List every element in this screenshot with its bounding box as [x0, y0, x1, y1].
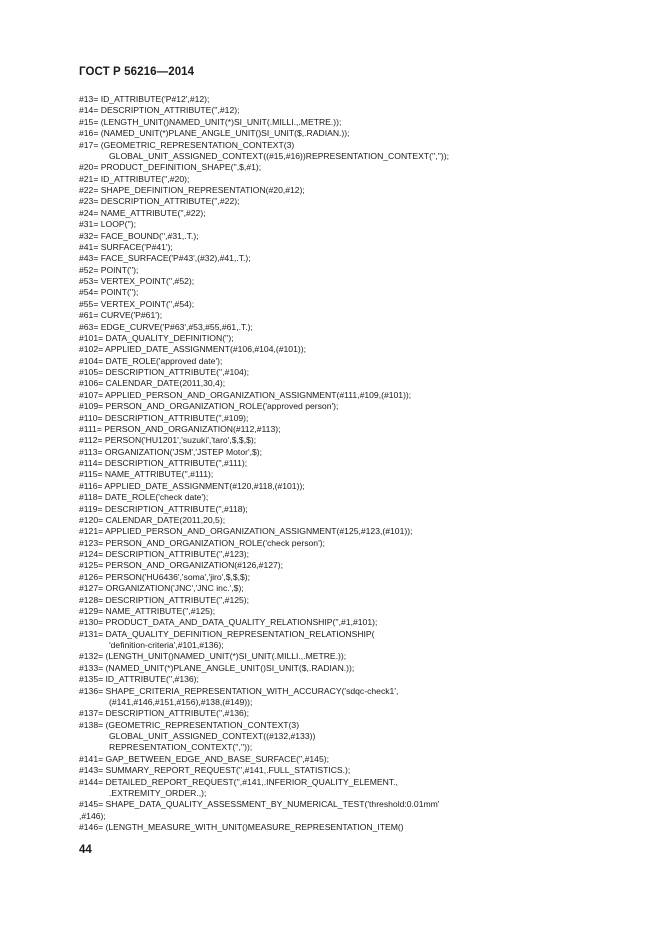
code-line: #63= EDGE_CURVE('P#63',#53,#55,#61,.T.);: [79, 321, 253, 332]
code-line: #53= VERTEX_POINT('',#52);: [79, 276, 195, 286]
code-line: #136= SHAPE_CRITERIA_REPRESENTATION_WITH_ACCURACY('sdqc-check1',: [79, 685, 399, 696]
code-line: #61= CURVE('P#61');: [79, 310, 163, 321]
code-line: #105= DESCRIPTION_ATTRIBUTE('',#104);: [79, 367, 250, 377]
code-line: #109= PERSON_AND_ORGANIZATION_ROLE('approved person');: [79, 401, 339, 412]
code-line: GLOBAL_UNIT_ASSIGNED_CONTEXT((#132,#133)): [109, 731, 316, 741]
code-line: #22= SHAPE_DEFINITION_REPRESENTATION(#20,#12);: [79, 185, 305, 195]
code-line: #14= DESCRIPTION_ATTRIBUTE('',#12);: [79, 105, 240, 116]
code-line: #130= PRODUCT_DATA_AND_DATA_QUALITY_RELATIONSHIP('',#1,#101);: [79, 617, 378, 628]
code-line: #145= SHAPE_DATA_QUALITY_ASSESSMENT_BY_NUMERICAL_TEST('threshold:0.01mm': [79, 799, 440, 810]
code-line: #13= ID_ATTRIBUTE('P#12',#12);: [79, 94, 210, 104]
code-line: #20= PRODUCT_DEFINITION_SHAPE('',$,#1);: [79, 162, 262, 173]
code-line: 'definition-criteria',#101,#136);: [109, 640, 224, 650]
step-code-listing: [79, 94, 619, 833]
code-line: #24= NAME_ATTRIBUTE('',#22);: [79, 207, 206, 218]
code-line: #127= ORGANIZATION('JNC','JNC inc.',$);: [79, 583, 244, 594]
code-line: #104= DATE_ROLE('approved date');: [79, 355, 223, 366]
code-line: #116= APPLIED_DATE_ASSIGNMENT(#120,#118,(#101));: [79, 480, 305, 491]
code-line: GLOBAL_UNIT_ASSIGNED_CONTEXT((#15,#16))REPRESENTATION_CONTEXT('',''));: [109, 150, 450, 161]
code-line: #107= APPLIED_PERSON_AND_ORGANIZATION_ASSIGNMENT(#111,#109,(#101));: [79, 389, 412, 400]
code-line: #54= POINT('');: [79, 287, 139, 298]
code-line: #141= GAP_BETWEEN_EDGE_AND_BASE_SURFACE('',#145);: [79, 753, 329, 764]
code-line: #112= PERSON('HU1201','suzuki','taro',$,$,$);: [79, 435, 257, 446]
code-line: #101= DATA_QUALITY_DEFINITION('');: [79, 332, 234, 343]
code-line: #111= PERSON_AND_ORGANIZATION(#112,#113);: [79, 423, 281, 434]
code-line: #120= CALENDAR_DATE(2011,20,5);: [79, 514, 226, 525]
code-line: #133= (NAMED_UNIT(*)PLANE_ANGLE_UNIT()SI_UNIT($,.RADIAN.));: [79, 662, 355, 673]
code-line: #41= SURFACE('P#41');: [79, 241, 173, 252]
code-line: #110= DESCRIPTION_ATTRIBUTE('',#109);: [79, 412, 249, 423]
code-line: #146= (LENGTH_MEASURE_WITH_UNIT()MEASURE_REPRESENTATION_ITEM(): [79, 822, 404, 832]
code-line: #16= (NAMED_UNIT(*)PLANE_ANGLE_UNIT()SI_UNIT($,.RADIAN.));: [79, 128, 350, 139]
code-line: #123= PERSON_AND_ORGANIZATION_ROLE('check person');: [79, 537, 325, 548]
page-number: 44: [79, 844, 92, 856]
code-line: REPRESENTATION_CONTEXT('',''));: [109, 742, 253, 753]
code-line: #17= (GEOMETRIC_REPRESENTATION_CONTEXT(3): [79, 139, 295, 150]
code-line: #43= FACE_SURFACE('P#43',(#32),#41,.T.);: [79, 253, 251, 264]
code-line: #121= APPLIED_PERSON_AND_ORGANIZATION_ASSIGNMENT(#125,#123,(#101));: [79, 526, 413, 537]
code-line: #113= ORGANIZATION('JSM','JSTEP Motor',$);: [79, 446, 263, 457]
code-line: #135= ID_ATTRIBUTE('',#136);: [79, 674, 199, 685]
code-line: #132= (LENGTH_UNIT()NAMED_UNIT(*)SI_UNIT(.MILLI.,.METRE.));: [79, 651, 347, 662]
code-line: #102= APPLIED_DATE_ASSIGNMENT(#106,#104,(#101));: [79, 344, 306, 355]
code-line: #126= PERSON('HU6436','soma','jiro',$,$,$);: [79, 571, 251, 582]
code-line: #143= SUMMARY_REPORT_REQUEST('',#141,.FULL_STATISTICS.);: [79, 765, 351, 776]
code-line: #124= DESCRIPTION_ATTRIBUTE('',#123);: [79, 549, 250, 559]
code-line: #23= DESCRIPTION_ATTRIBUTE('',#22);: [79, 196, 240, 207]
code-line: #138= (GEOMETRIC_REPRESENTATION_CONTEXT(3): [79, 719, 300, 730]
code-line: #118= DATE_ROLE('check date');: [79, 492, 209, 503]
code-line: #106= CALENDAR_DATE(2011,30,4);: [79, 378, 226, 389]
code-line: #21= ID_ATTRIBUTE('',#20);: [79, 173, 190, 184]
code-line: #128= DESCRIPTION_ATTRIBUTE('',#125);: [79, 594, 250, 605]
code-line: .EXTREMITY_ORDER.,);: [109, 787, 207, 798]
code-line: #144= DETAILED_REPORT_REQUEST('',#141,.INFERIOR_QUALITY_ELEMENT.,: [79, 776, 398, 787]
code-line: #31= LOOP('');: [79, 219, 137, 230]
document-header: ГОСТ Р 56216—2014: [79, 66, 195, 78]
code-line: #15= (LENGTH_UNIT()NAMED_UNIT(*)SI_UNIT(.MILLI.,.METRE.));: [79, 116, 342, 127]
code-line: #32= FACE_BOUND('',#31,.T.);: [79, 230, 199, 241]
code-line: #115= NAME_ATTRIBUTE('',#111);: [79, 469, 214, 480]
code-line: #129= NAME_ATTRIBUTE('',#125);: [79, 605, 216, 616]
code-line: #55= VERTEX_POINT('',#54);: [79, 298, 195, 309]
code-line: #119= DESCRIPTION_ATTRIBUTE('',#118);: [79, 503, 248, 514]
code-line: #137= DESCRIPTION_ATTRIBUTE('',#136);: [79, 708, 250, 719]
code-line: #114= DESCRIPTION_ATTRIBUTE('',#111);: [79, 458, 248, 468]
code-line: #125= PERSON_AND_ORGANIZATION(#126,#127);: [79, 560, 284, 571]
code-line: (#141,#146,#151,#156),#138,(#149));: [109, 696, 253, 707]
code-line: #52= POINT('');: [79, 264, 139, 275]
code-line: #131= DATA_QUALITY_DEFINITION_REPRESENTATION_RELATIONSHIP(: [79, 628, 375, 639]
code-line: ,#146);: [79, 810, 106, 821]
